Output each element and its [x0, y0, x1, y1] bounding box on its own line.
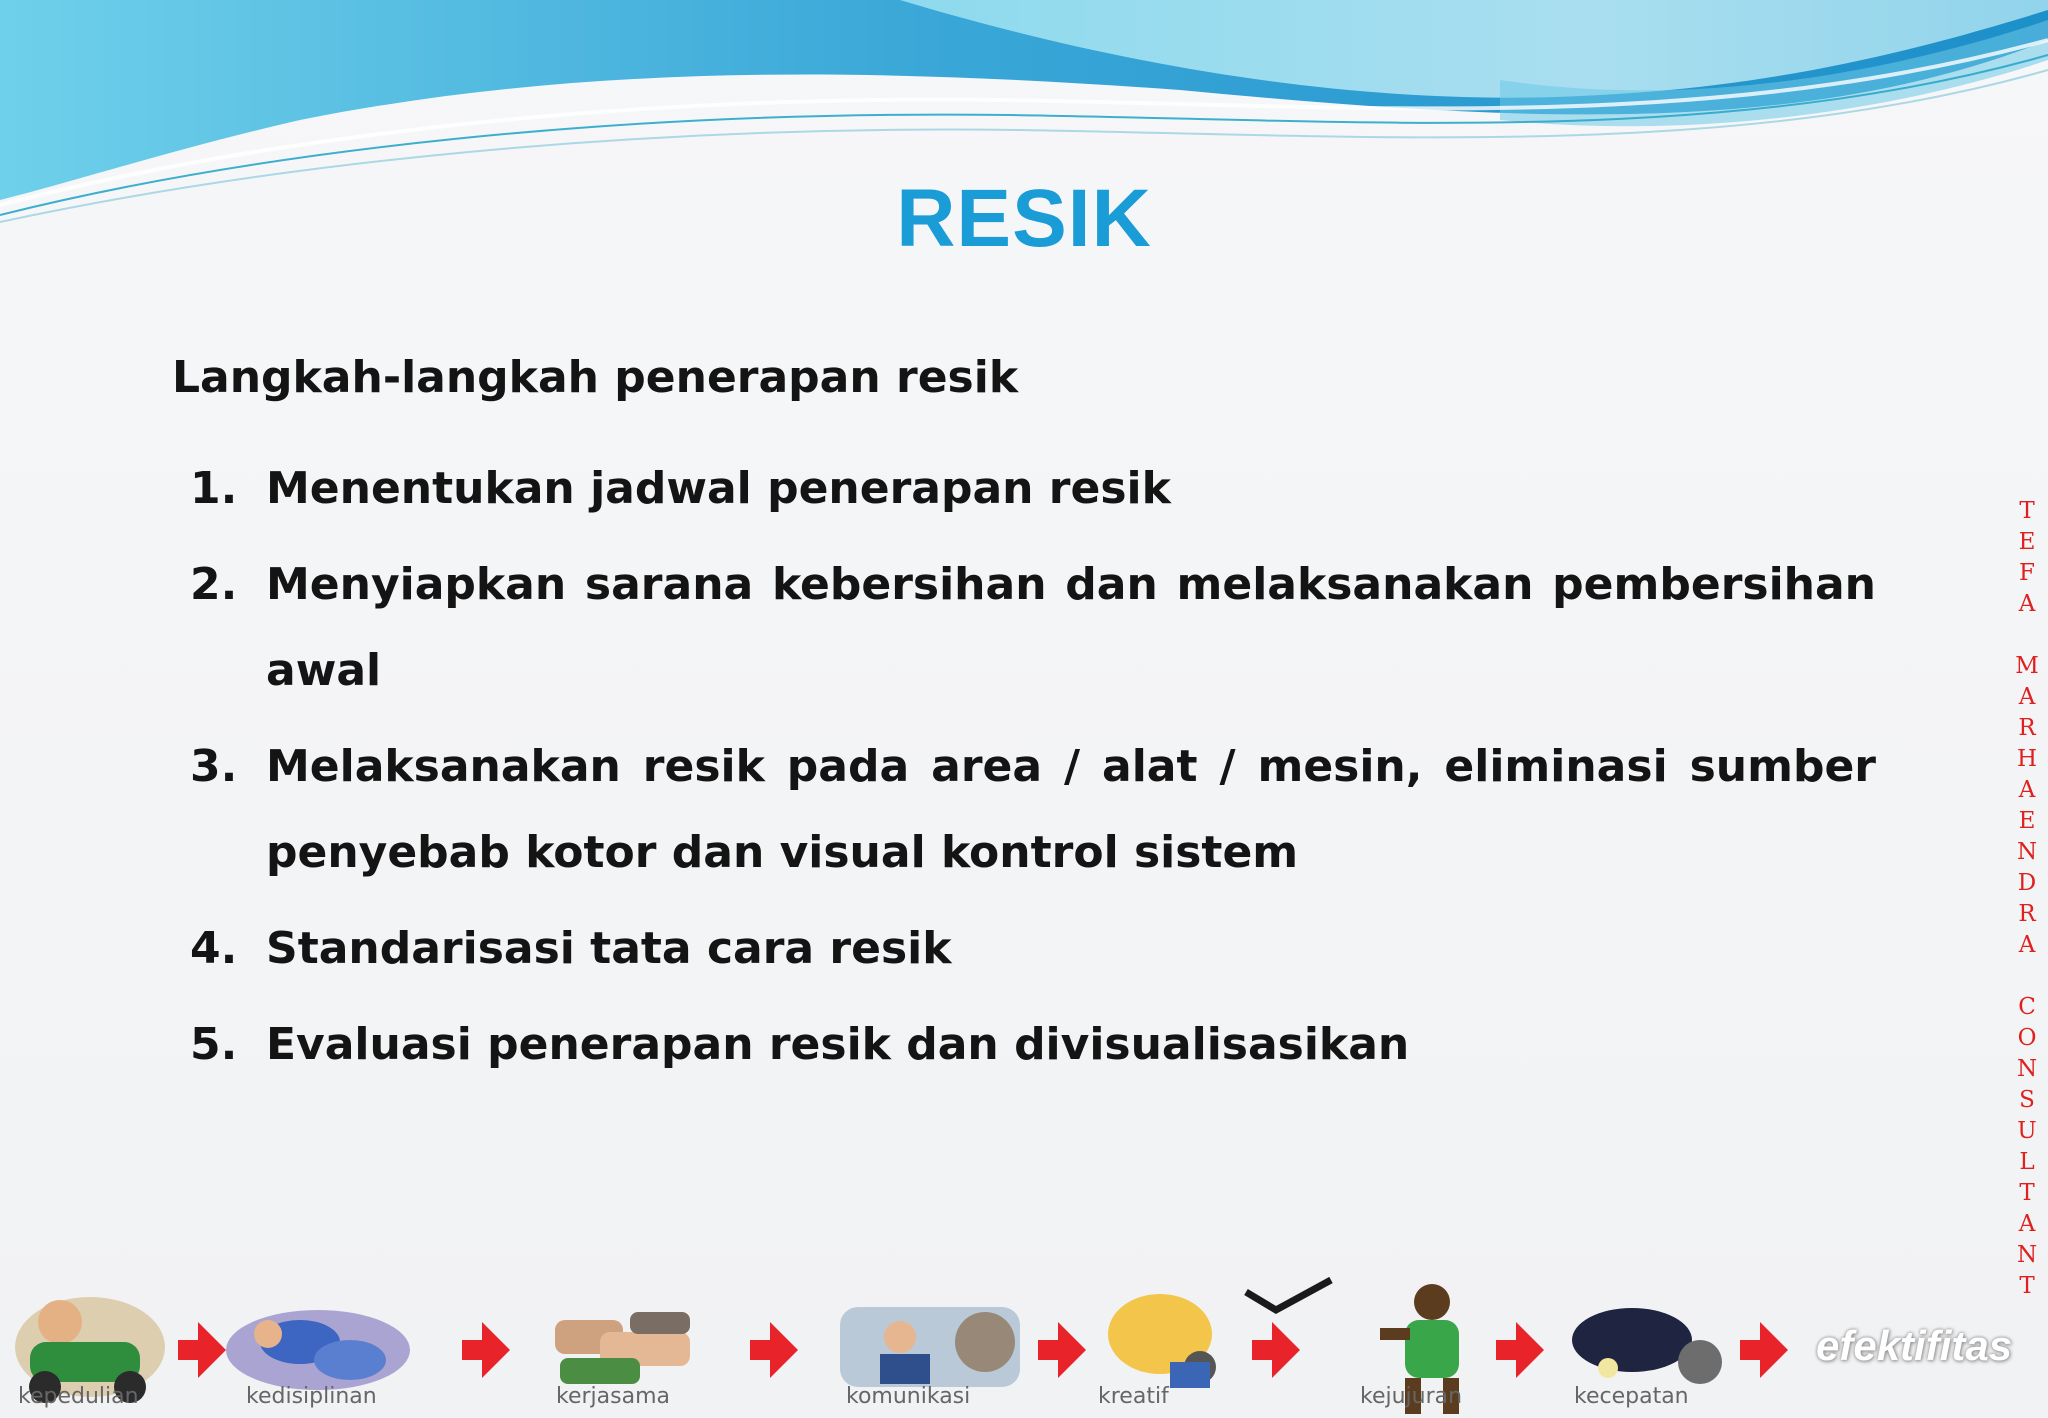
- label-kepedulian: kepedulian: [18, 1384, 139, 1409]
- steps-list: [190, 446, 1876, 1098]
- arrow-right-icon: [1038, 1322, 1086, 1378]
- step-text: Menyiapkan sarana kebersihan dan melaksanakan pembersihan awal: [266, 559, 1876, 696]
- step-text: Menentukan jadwal penerapan resik: [266, 463, 1171, 514]
- list-item: [190, 1002, 1876, 1088]
- step-number: 2.: [190, 559, 238, 610]
- step-text: Evaluasi penerapan resik dan divisualisasikan: [266, 1019, 1410, 1070]
- efektifitas-label: efektifitas: [1816, 1322, 2013, 1369]
- checkmark-icon: [1246, 1280, 1331, 1310]
- list-item: [190, 446, 1876, 532]
- section-subtitle: Langkah-langkah penerapan resik: [172, 352, 1019, 403]
- figure-kecepatan-icon: [1572, 1308, 1722, 1384]
- step-number: 1.: [190, 463, 238, 514]
- vertical-side-text: T E F A M A R H A E N D R A C O N S U L T A N T: [2015, 498, 2039, 1299]
- slide-title: RESIK: [896, 173, 1152, 264]
- figure-kedisiplinan-icon: [226, 1310, 410, 1390]
- arrow-right-icon: [750, 1322, 798, 1378]
- step-number: 4.: [190, 923, 238, 974]
- label-kejujuran: kejujuran: [1360, 1384, 1463, 1409]
- label-kerjasama: kerjasama: [556, 1384, 670, 1409]
- arrow-right-icon: [1496, 1322, 1544, 1378]
- arrow-right-icon: [178, 1322, 226, 1378]
- label-kecepatan: kecepatan: [1574, 1384, 1689, 1409]
- step-text: Standarisasi tata cara resik: [266, 923, 952, 974]
- figure-komunikasi-icon: [840, 1307, 1020, 1387]
- label-komunikasi: komunikasi: [846, 1384, 971, 1409]
- arrow-right-icon: [1740, 1322, 1788, 1378]
- bottom-labels: [0, 1384, 2048, 1414]
- step-text: Melaksanakan resik pada area / alat / mesin, eliminasi sumber penyebab kotor dan visual kontrol sistem: [266, 741, 1876, 878]
- list-item: [190, 906, 1876, 992]
- arrow-right-icon: [1252, 1322, 1300, 1378]
- list-item: [190, 724, 1876, 896]
- label-kedisiplinan: kedisiplinan: [246, 1384, 377, 1409]
- step-number: 3.: [190, 741, 238, 792]
- step-number: 5.: [190, 1019, 238, 1070]
- label-kreatif: kreatif: [1098, 1384, 1169, 1409]
- list-item: [190, 542, 1876, 714]
- arrow-right-icon: [462, 1322, 510, 1378]
- figure-kreatif-icon: [1108, 1294, 1216, 1388]
- figure-kerjasama-icon: [555, 1312, 690, 1384]
